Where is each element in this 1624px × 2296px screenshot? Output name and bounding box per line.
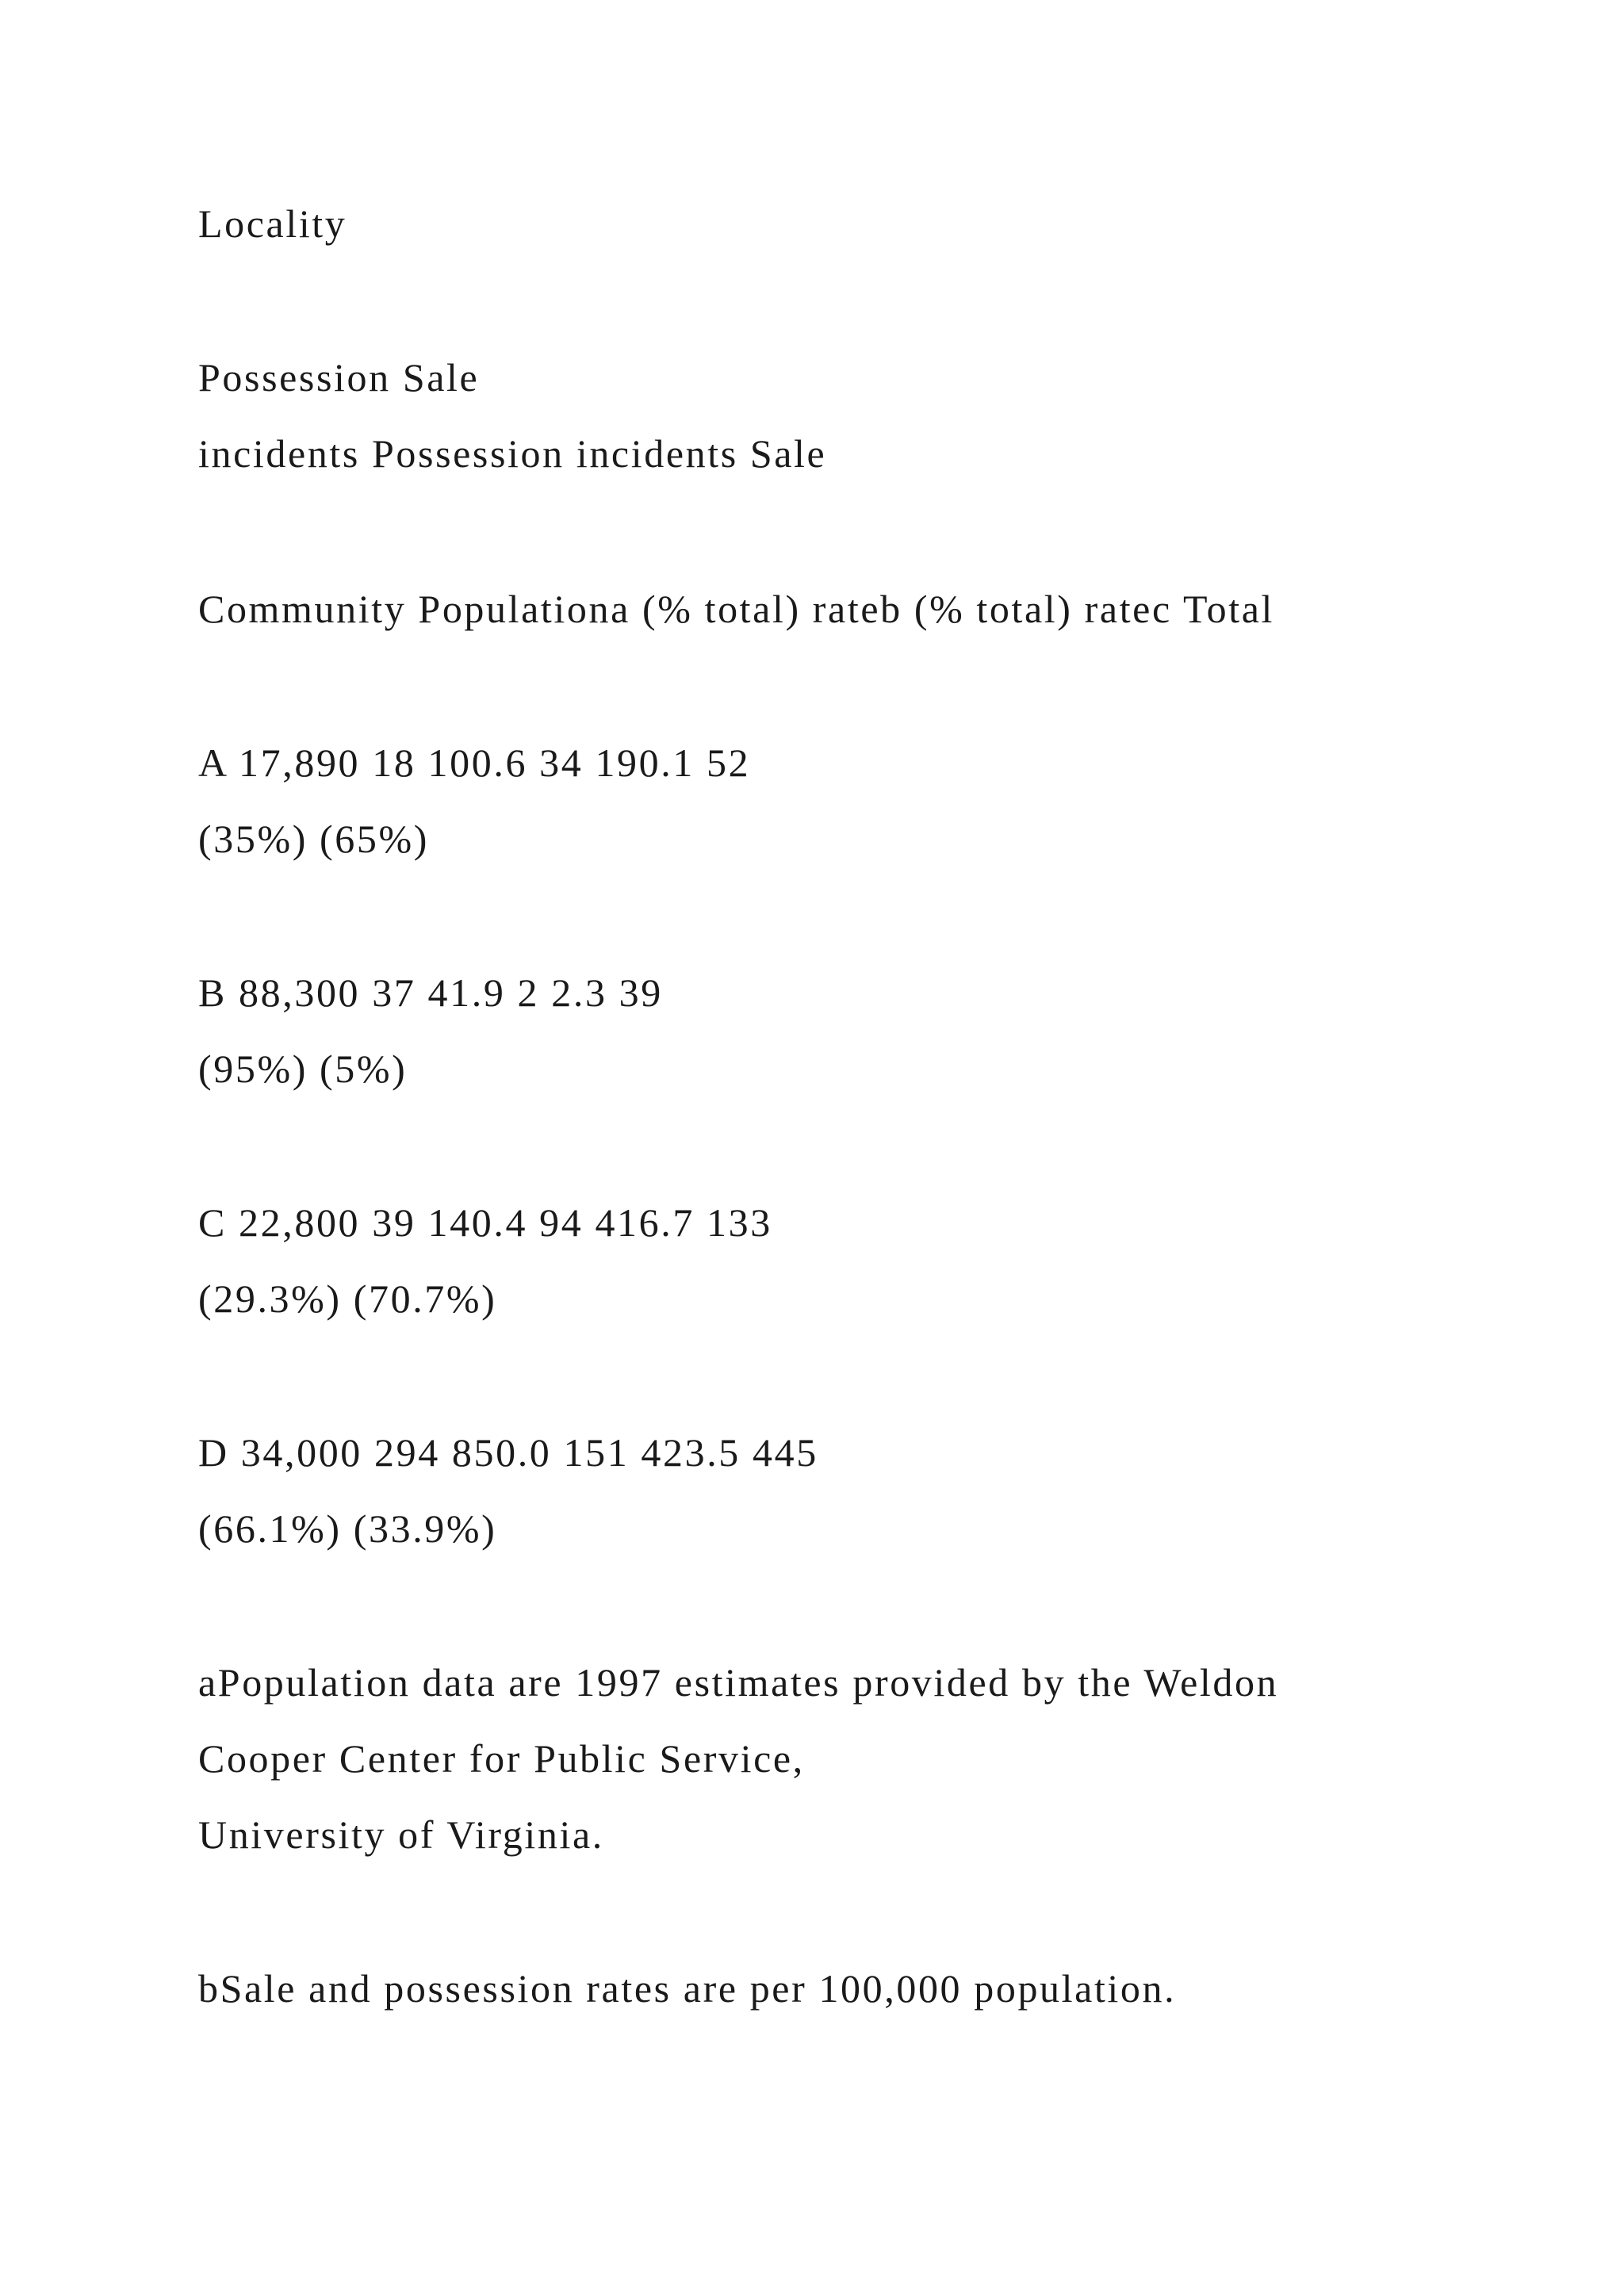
row-c-percentages: (29.3%) (70.7%) — [198, 1276, 497, 1321]
footnote-a-line-1: aPopulation data are 1997 estimates provided by the Weldon — [198, 1660, 1279, 1705]
row-a-values: A 17,890 18 100.6 34 190.1 52 — [198, 740, 751, 785]
row-a-percentages: (35%) (65%) — [198, 817, 430, 861]
row-c-values: C 22,800 39 140.4 94 416.7 133 — [198, 1200, 772, 1245]
footnote-a-line-3: University of Virginia. — [198, 1812, 604, 1857]
footnote-a-line-2: Cooper Center for Public Service, — [198, 1736, 805, 1781]
footnote-b: bSale and possession rates are per 100,000 population. — [198, 1966, 1177, 2011]
header-line-2: incidents Possession incidents Sale — [198, 431, 827, 476]
row-d-values: D 34,000 294 850.0 151 423.5 445 — [198, 1430, 818, 1475]
header-line-1: Possession Sale — [198, 355, 480, 400]
row-b-values: B 88,300 37 41.9 2 2.3 39 — [198, 970, 663, 1015]
locality-heading: Locality — [198, 201, 347, 246]
row-d-percentages: (66.1%) (33.9%) — [198, 1506, 497, 1551]
column-header-line: Community Populationa (% total) rateb (% total) ratec Total — [198, 587, 1274, 631]
row-b-percentages: (95%) (5%) — [198, 1047, 408, 1091]
